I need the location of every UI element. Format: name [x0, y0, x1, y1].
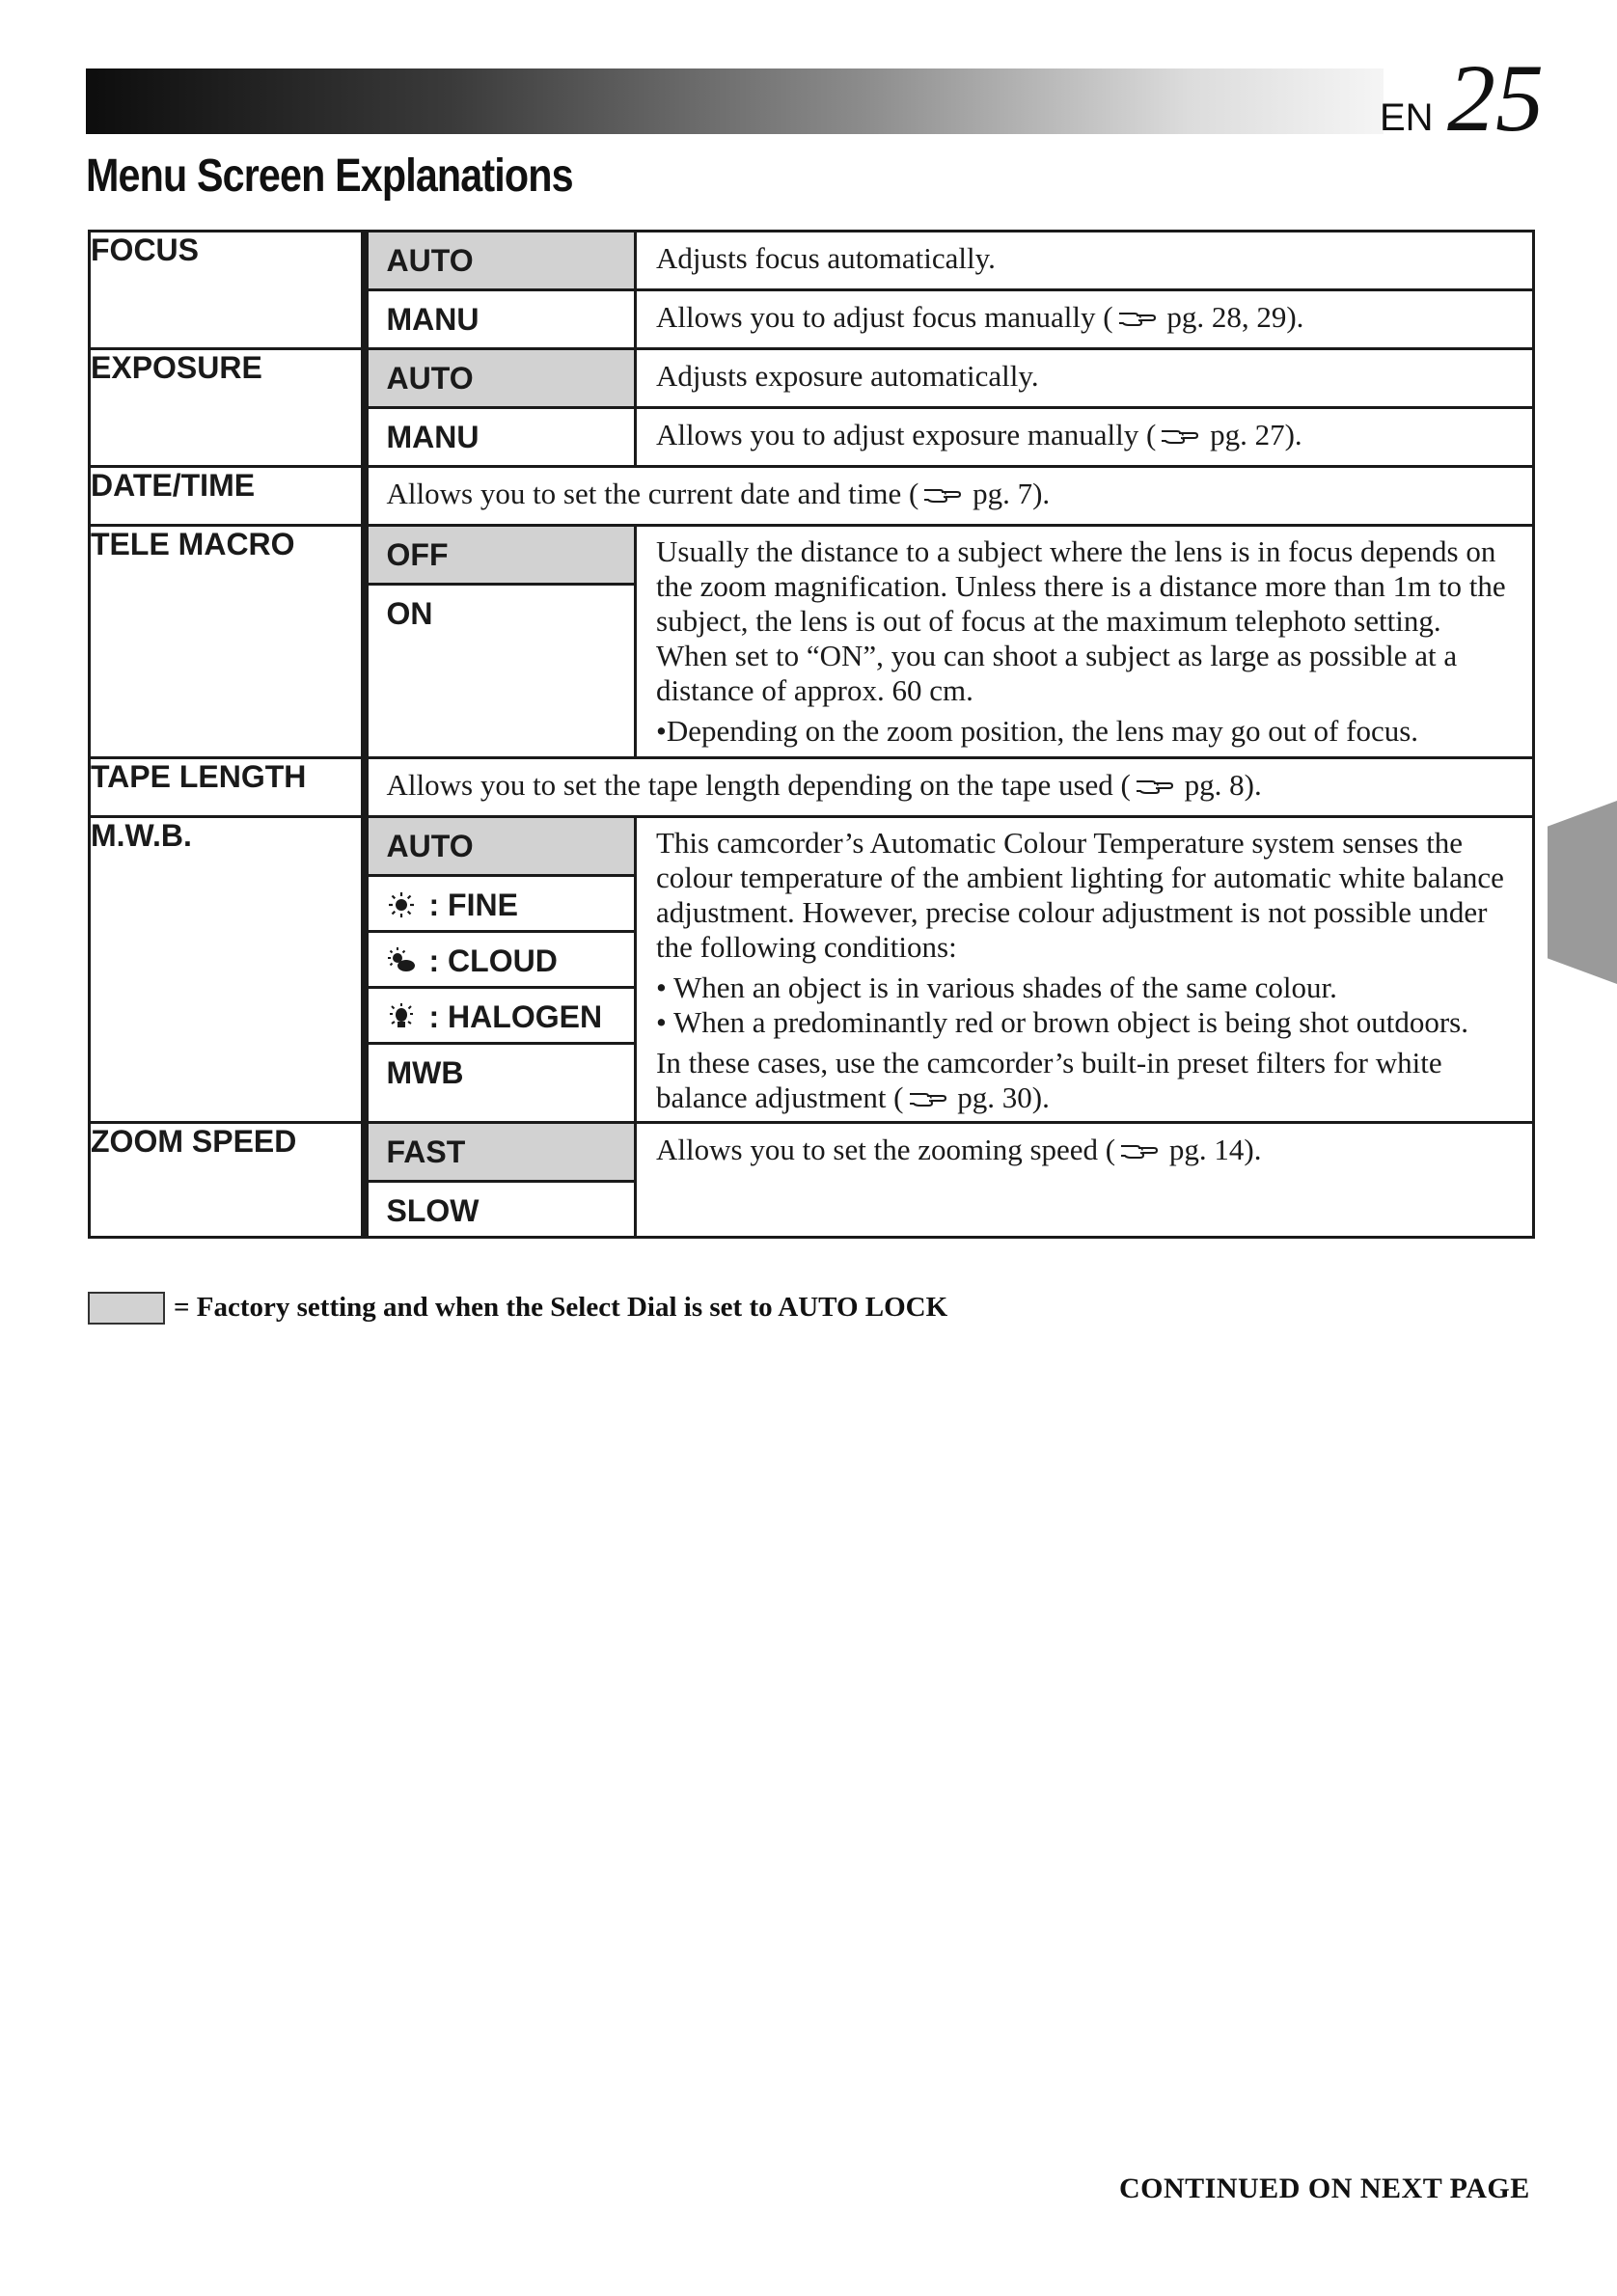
option-mwb-cloud: : CLOUD: [369, 930, 635, 986]
table-row: [90, 758, 1534, 817]
pointing-hand-icon: [922, 484, 961, 506]
halogen-lamp-icon: [387, 1002, 416, 1031]
language-code: EN: [1380, 96, 1434, 139]
table-row: [90, 232, 1534, 290]
menu-name-zoom-speed: ZOOM SPEED: [90, 1123, 365, 1238]
menu-table: [88, 230, 1535, 1239]
pointing-hand-icon: [1117, 308, 1156, 329]
pointing-hand-icon: [1119, 1140, 1158, 1162]
desc-zoom-speed: Allows you to set the zooming speed ( pg. 14).: [656, 1133, 1262, 1166]
menu-name-exposure: EXPOSURE: [90, 349, 365, 467]
option-exposure-manu: MANU: [386, 420, 480, 454]
sun-icon: [387, 890, 416, 919]
table-row: [90, 467, 1534, 526]
option-exposure-auto: AUTO: [369, 350, 635, 406]
pointing-hand-icon: [908, 1088, 946, 1109]
option-mwb-fine: : FINE: [369, 874, 635, 930]
pointing-hand-icon: [1160, 425, 1198, 447]
desc-exposure-auto: Adjusts exposure automatically.: [656, 359, 1039, 393]
option-mwb-manual: MWB: [369, 1042, 635, 1098]
desc-mwb-intro: This camcorder’s Automatic Colour Temperature system senses the colour temperature of the ambient lighting for automatic white balance adjustment. However, precise colour adjustment is not possible under the following conditions:: [656, 826, 1504, 964]
table-row: [90, 349, 1534, 408]
page-number: 25: [1447, 44, 1544, 151]
desc-tele-macro-note: •Depending on the zoom position, the lens may go out of focus.: [656, 714, 1419, 748]
table-row: [90, 817, 1534, 1123]
menu-name-datetime: DATE/TIME: [90, 467, 365, 526]
header-bar: [86, 68, 1384, 134]
desc-mwb-bullet: • When an object is in various shades of the same colour.: [656, 970, 1337, 1004]
desc-focus-auto: Adjusts focus automatically.: [656, 241, 996, 275]
option-tele-macro-off: OFF: [369, 527, 635, 583]
menu-name-mwb: M.W.B.: [90, 817, 365, 1123]
legend-swatch: [88, 1292, 165, 1325]
menu-name-focus: FOCUS: [90, 232, 365, 349]
desc-mwb-outro: In these cases, use the camcorder’s built-in preset filters for white balance adjustment ( pg. 30).: [656, 1046, 1442, 1114]
page-title: Menu Screen Explanations: [86, 150, 573, 202]
menu-name-tele-macro: TELE MACRO: [90, 526, 365, 758]
option-tele-macro-on: ON: [369, 583, 635, 639]
option-zoom-slow: SLOW: [369, 1180, 635, 1236]
desc-tele-macro-text: Usually the distance to a subject where the lens is in focus depends on the zoom magnification. Unless there is a distance more than 1m to the subject, the lens is out of focus at the maximum telephoto setting. When set to “ON”, you can shoot a subject as large as possible at a distance of approx. 60 cm.: [656, 534, 1506, 707]
desc-focus-manu: Allows you to adjust focus manually ( pg. 28, 29).: [656, 300, 1304, 334]
desc-datetime: Allows you to set the current date and time ( pg. 7).: [386, 477, 1051, 510]
option-focus-auto: AUTO: [369, 232, 635, 288]
cloud-icon: [387, 946, 416, 975]
option-mwb-auto: AUTO: [369, 818, 635, 874]
legend-text: = Factory setting and when the Select Dial is set to AUTO LOCK: [174, 1292, 948, 1323]
pointing-hand-icon: [1135, 776, 1173, 797]
desc-tele-macro: [637, 527, 1532, 756]
table-row: [90, 1123, 1534, 1238]
option-mwb-halogen: : HALOGEN: [369, 986, 635, 1042]
desc-mwb-bullet: • When a predominantly red or brown object is being shot outdoors.: [656, 1005, 1468, 1039]
table-row: [90, 526, 1534, 758]
menu-name-tape-length: TAPE LENGTH: [90, 758, 365, 817]
option-zoom-fast: FAST: [369, 1124, 635, 1180]
desc-mwb: [637, 818, 1532, 1121]
option-focus-manu: MANU: [386, 302, 480, 337]
continued-note: CONTINUED ON NEXT PAGE: [1119, 2173, 1530, 2204]
desc-exposure-manu: Allows you to adjust exposure manually ( pg. 27).: [656, 418, 1302, 451]
desc-tape-length: Allows you to set the tape length depending on the tape used ( pg. 8).: [386, 768, 1262, 802]
section-tab: [1548, 801, 1617, 984]
